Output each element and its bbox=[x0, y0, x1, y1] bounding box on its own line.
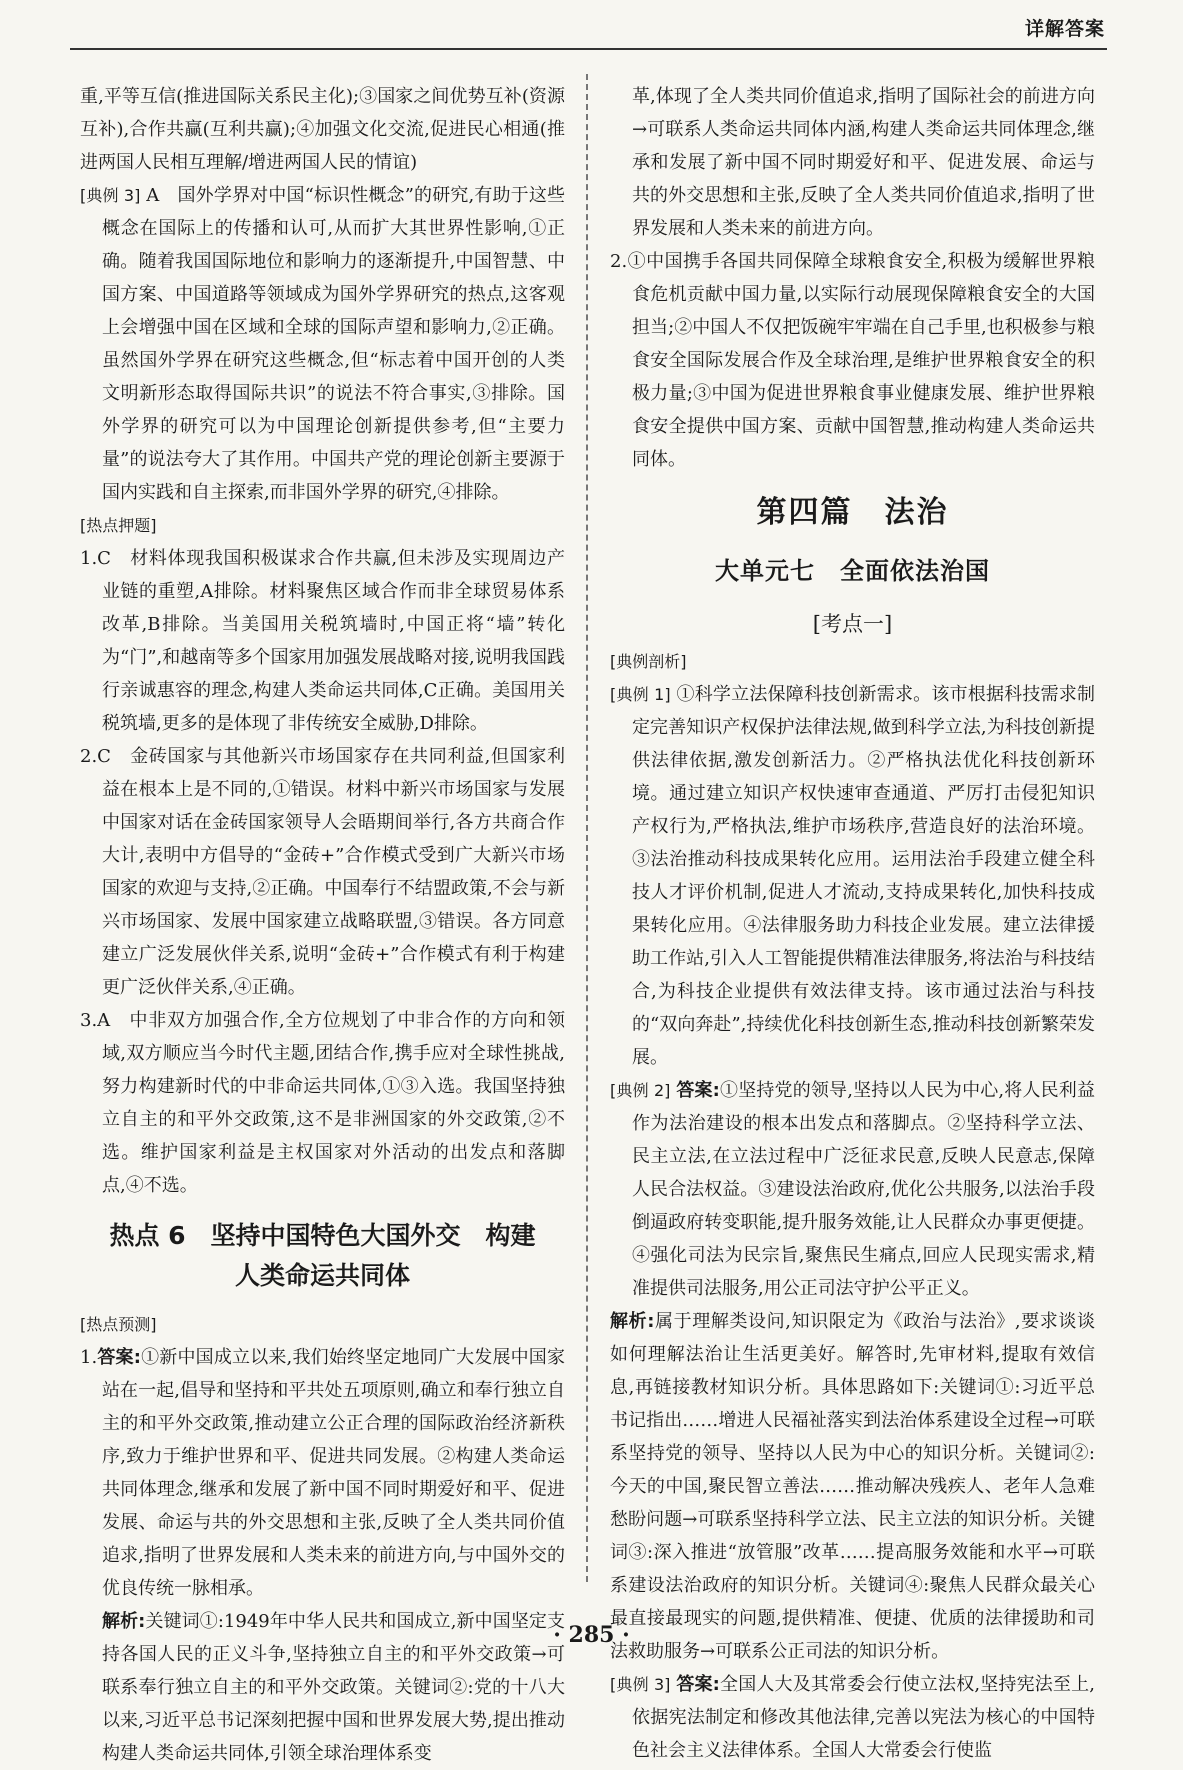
unit-title: 大单元七 全面依法治国 bbox=[715, 557, 990, 585]
right-example-3-tag: [典例 3] bbox=[610, 1675, 671, 1694]
right-continuation: 革,体现了全人类共同价值追求,指明了国际社会的前进方向→可联系人类命运共同体内涵,构建人类命运共同体理念,继承和发展了新中国不同时期爱好和平、促进发展、命运与共的外交思想和主张,反映了全人类共同价值追求,指明了世界发展和人类未来的前进方向。 bbox=[632, 86, 1095, 239]
right-example-3-answer-label: 答案: bbox=[676, 1674, 720, 1695]
right-example-1-text: ①科学立法保障科技创新需求。该市根据科技需求制定完善知识产权保护法律法规,做到科学立法,为科技创新提供法律依据,激发创新活力。②严格执法优化科技创新环境。通过建立知识产权快速审查通道、严厉打击侵犯知识产权行为,严格执法,维护市场秩序,营造良好的法治环境。③法治推动科技成果转化应用。运用法治手段建立健全科技人才评价机制,促进人才流动,支持成果转化,加快科技成果转化应用。④法律服务助力科技企业发展。建立法律援助工作站,引入人工智能提供精准法律服务,将法治与科技结合,为科技企业提供有效法律支持。该市通过法治与科技的“双向奔赴”,持续优化科技创新生态,推动科技创新繁荣发展。 bbox=[632, 684, 1095, 1068]
left-paragraph-1: 重,平等互信(推进国际关系民主化);③国家之间优势互补(资源互补),合作共赢(互利共赢);④加强文化交流,促进民心相通(推进两国人民相互理解/增进两国人民的情谊) bbox=[80, 86, 565, 173]
answer-1-number: 1. bbox=[80, 1347, 98, 1368]
part-title: 第四篇 法治 bbox=[756, 495, 949, 530]
column-divider bbox=[586, 74, 588, 1582]
answer-2: 2.①中国携手各国共同保障全球粮食安全,积极为缓解世界粮食危机贡献中国力量,以实际行动展现保障粮食安全的大国担当;②中国人不仅把饭碗牢牢端在自己手里,也积极参与粮食安全国际发展合作及全球治理,是维护世界粮食安全的积极力量;③中国为促进世界粮食事业健康发展、维护世界粮食安全提供中国方案、贡献中国智慧,推动构建人类命运共同体。 bbox=[610, 251, 1095, 470]
answer-1-text: ①新中国成立以来,我们始终坚定地同广大发展中国家站在一起,倡导和坚持和平共处五项原则,确立和奉行独立自主的和平外交政策,推动建立公正合理的国际政治经济新秩序,致力于维护世界和平、促进共同发展。②构建人类命运共同体理念,继承和发展了新中国不同时期爱好和平、促进发展、命运与共的外交思想和主张,反映了全人类共同价值追求,指明了世界发展和人类未来的前进方向,与中国外交的优良传统一脉相承。 bbox=[102, 1347, 565, 1599]
answer-1-block bbox=[80, 1341, 565, 1605]
key-point-title: [考点一] bbox=[812, 612, 893, 636]
right-example-1-block bbox=[610, 678, 1095, 1074]
example-3-text: A 国外学界对中国“标识性概念”的研究,有助于这些概念在国际上的传播和认可,从而扩大其世界性影响,①正确。随着我国国际地位和影响力的逐渐提升,中国智慧、中国方案、中国道路等领域成为国外学界研究的热点,这客观上会增强中国在区域和全球的国际声望和影响力,②正确。虽然国外学界在研究这些概念,但“标志着中国开创的人类文明新形态取得国际共识”的说法不符合事实,③排除。国外学界的研究可以为中国理论创新提供参考,但“主要力量”的说法夸大了其作用。中国共产党的理论创新主要源于国内实践和自主探索,而非国外学界的研究,④排除。 bbox=[102, 185, 565, 503]
answer-1-label: 答案: bbox=[97, 1347, 141, 1368]
page-number: · 285 · bbox=[553, 1622, 630, 1648]
right-example-2-analysis-label: 解析: bbox=[610, 1311, 655, 1332]
right-example-2-tag: [典例 2] bbox=[610, 1081, 671, 1100]
right-example-3-text: 全国人大及其常委会行使立法权,坚持宪法至上,依据宪法制定和修改其他法律,完善以宪法为核心的中国特色社会主义法律体系。全国人大常委会行使监 bbox=[632, 1674, 1095, 1761]
hot-6-heading-line-2: 人类命运共同体 bbox=[234, 1261, 410, 1290]
hot-6-heading-line-1: 热点 6 坚持中国特色大国外交 构建 bbox=[109, 1221, 536, 1250]
answer-1-analysis-label: 解析: bbox=[102, 1611, 146, 1632]
right-example-3-block bbox=[610, 1668, 1095, 1767]
right-example-2-text: ①坚持党的领导,坚持以人民为中心,将人民利益作为法治建设的根本出发点和落脚点。②坚持科学立法、民主立法,在立法过程中广泛征求民意,反映人民意志,保障人民合法权益。③建设法治政府,优化公共服务,以法治手段倒逼政府转变职能,提升服务效能,让人民群众办事更便捷。④强化司法为民宗旨,聚焦民生痛点,回应人民现实需求,精准提供司法服务,用公正司法守护公平正义。 bbox=[632, 1080, 1095, 1299]
right-example-2-analysis bbox=[610, 1305, 1095, 1668]
right-example-2-analysis-text: 属于理解类设问,知识限定为《政治与法治》,要求谈谈如何理解法治让生活更美好。解答时,先审材料,提取有效信息,再链接教材知识分析。具体思路如下:关键词①:习近平总书记指出……增进人民福祉落实到法治体系建设全过程→可联系坚持党的领导、坚持以人民为中心的知识分析。关键词②:今天的中国,聚民智立善法……推动解决残疾人、老年人急难愁盼问题→可联系坚持科学立法、民主立法的知识分析。关键词③:深入推进“放管服”改革……提高服务效能和水平→可联系建设法治政府的知识分析。关键词④:聚焦人民群众最关心最直接最现实的问题,提供精准、便捷、优质的法律援助和司法救助服务→可联系公正司法的知识分析。 bbox=[610, 1311, 1095, 1662]
question-2: 2.C 金砖国家与其他新兴市场国家存在共同利益,但国家利益在根本上是不同的,①错误。材料中新兴市场国家与发展中国家对话在金砖国家领导人会晤期间举行,各方共商合作大计,表明中方倡导的“金砖+”合作模式受到广大新兴市场国家的欢迎与支持,②正确。中国奉行不结盟政策,不会与新兴市场国家、发展中国家建立战略联盟,③错误。各方同意建立广泛发展伙伴关系,说明“金砖+”合作模式有利于构建更广泛伙伴关系,④正确。 bbox=[80, 746, 565, 998]
example-3-block bbox=[80, 179, 565, 509]
forecast-tag: [热点预测] bbox=[80, 1315, 157, 1334]
analysis-tag: [典例剖析] bbox=[610, 652, 687, 671]
example-3-tag: [典例 3] bbox=[80, 186, 141, 205]
right-example-1-tag: [典例 1] bbox=[610, 685, 671, 704]
page-header-title: 详解答案 bbox=[1024, 18, 1105, 40]
hot-predict-tag: [热点押题] bbox=[80, 516, 157, 535]
header-rule bbox=[70, 48, 1107, 50]
left-column bbox=[80, 80, 565, 1770]
right-example-2-block bbox=[610, 1074, 1095, 1305]
right-example-2-answer-label: 答案: bbox=[676, 1080, 720, 1101]
hot-6-heading bbox=[80, 1216, 565, 1296]
answer-1-analysis-text: 关键词①:1949年中华人民共和国成立,新中国坚定支持各国人民的正义斗争,坚持独立自主的和平外交政策→可联系奉行独立自主的和平外交政策。关键词②:党的十八大以来,习近平总书记深刻把握中国和世界发展大势,提出推动构建人类命运共同体,引领全球治理体系变 bbox=[102, 1611, 566, 1764]
question-3: 3.A 中非双方加强合作,全方位规划了中非合作的方向和领域,双方顺应当今时代主题,团结合作,携手应对全球性挑战,努力构建新时代的中非命运共同体,①③入选。我国坚持独立自主的和平外交政策,这不是非洲国家的外交政策,②不选。维护国家利益是主权国家对外活动的出发点和落脚点,④不选。 bbox=[80, 1010, 565, 1196]
right-column bbox=[610, 80, 1095, 1767]
question-1: 1.C 材料体现我国积极谋求合作共赢,但未涉及实现周边产业链的重塑,A排除。材料聚焦区域合作而非全球贸易体系改革,B排除。当美国用关税筑墙时,中国正将“墙”转化为“门”,和越南等多个国家用加强发展战略对接,说明我国践行亲诚惠容的理念,构建人类命运共同体,C正确。美国用关税筑墙,更多的是体现了非传统安全威胁,D排除。 bbox=[80, 548, 565, 734]
